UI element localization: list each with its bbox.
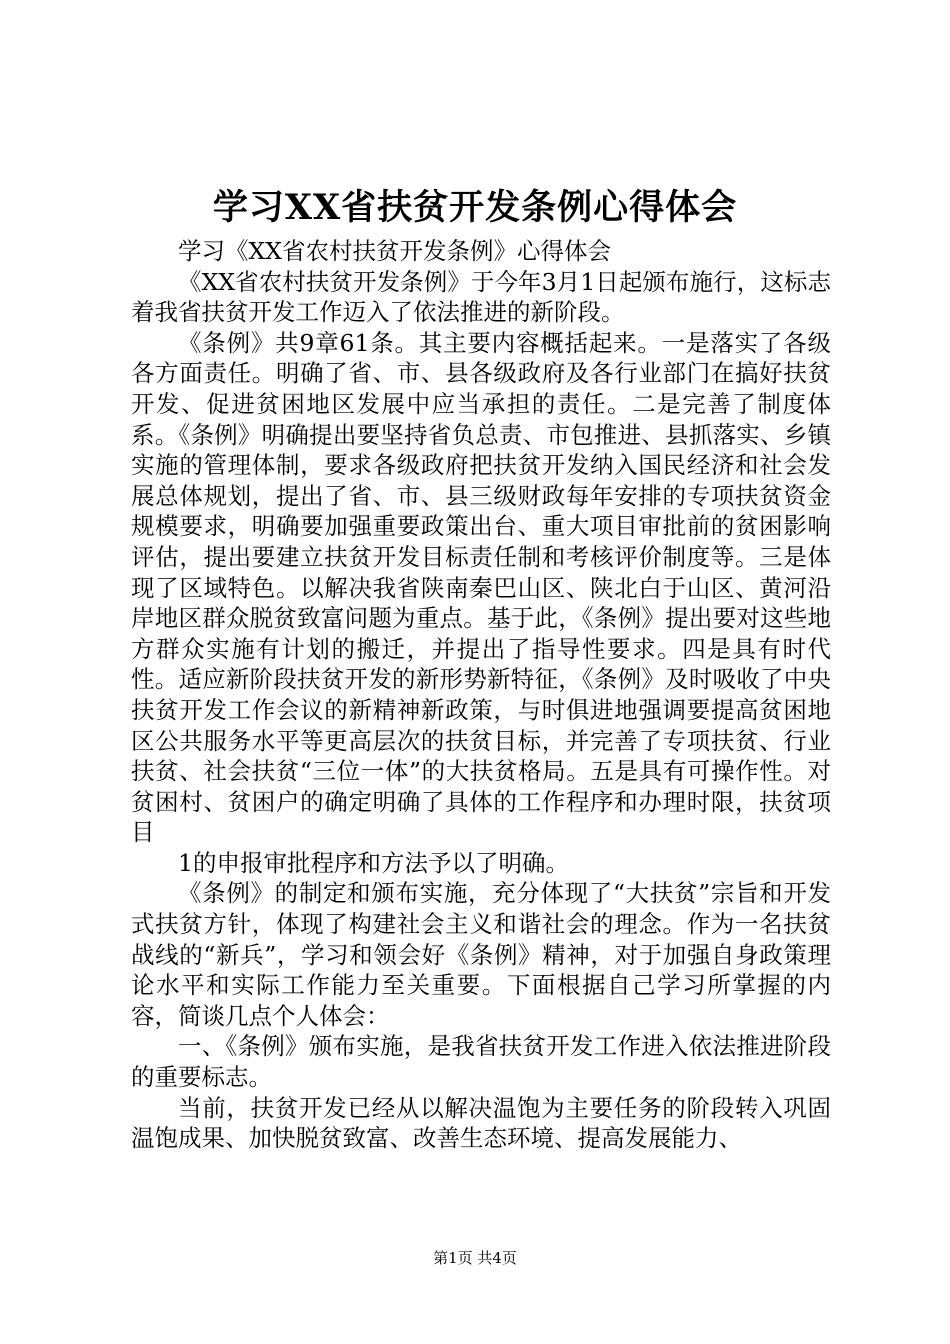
paragraph-subtitle: 学习《XX省农村扶贫开发条例》心得体会 (178, 237, 611, 265)
paragraph: 1的申报审批程序和方法予以了明确。 (178, 848, 569, 877)
paragraph: 当前，扶贫开发已经从以解决温饱为主要任务的阶段转入巩固温饱成果、加快脱贫致富、改善生态环境、提高发展能力、 (131, 1093, 831, 1153)
paragraph: 《XX省农村扶贫开发条例》于今年3月1日起颁布施行，这标志着我省扶贫开发工作迈入了依法推进的新阶段。 (131, 267, 831, 327)
paragraph-heading: 一、《条例》颁布实施，是我省扶贫开发工作进入依法推进阶段的重要标志。 (131, 1032, 831, 1092)
paragraph: 《条例》的制定和颁布实施，充分体现了“大扶贫”宗旨和开发式扶贫方针，体现了构建社会主义和谐社会的理念。作为一名扶贫战线的“新兵”，学习和领会好《条例》精神，对于加强自身政策理论水平和实际工作能力至关重要。下面根据自己学习所掌握的内容，简谈几点个人体会： (131, 879, 831, 1030)
paragraph: 《条例》共9章61条。其主要内容概括起来。一是落实了各级各方面责任。明确了省、市、县各级政府及各行业部门在搞好扶贫开发、促进贫困地区发展中应当承担的责任。二是完善了制度体系。《条例》明确提出要坚持省负总责、市包推进、县抓落实、乡镇实施的管理体制，要求各级政府把扶贫开发纳入国民经济和社会发展总体规划，提出了省、市、县三级财政每年安排的专项扶贫资金规模要求，明确要加强重要政策出台、重大项目审批前的贫困影响评估，提出要建立扶贫开发目标责任制和考核评价制度等。三是体现了区域特色。以解决我省陕南秦巴山区、陕北白于山区、黄河沿岸地区群众脱贫致富问题为重点。基于此，《条例》提出要对这些地方群众实施有计划的搬迁，并提出了指导性要求。四是具有时代性。适应新阶段扶贫开发的新形势新特征，《条例》及时吸收了中央扶贫开发工作会议的新精神新政策，与时俱进地强调要提高贫困地区公共服务水平等更高层次的扶贫目标，并完善了专项扶贫、行业扶贫、社会扶贫“三位一体”的大扶贫格局。五是具有可操作性。对贫困村、贫困户的确定明确了具体的工作程序和办理时限，扶贫项目 (131, 328, 831, 847)
document-title: 学习XX省扶贫开发条例心得体会 (212, 187, 738, 228)
document-body (131, 236, 831, 1154)
page-footer: 第1页 共4页 (433, 1249, 517, 1267)
